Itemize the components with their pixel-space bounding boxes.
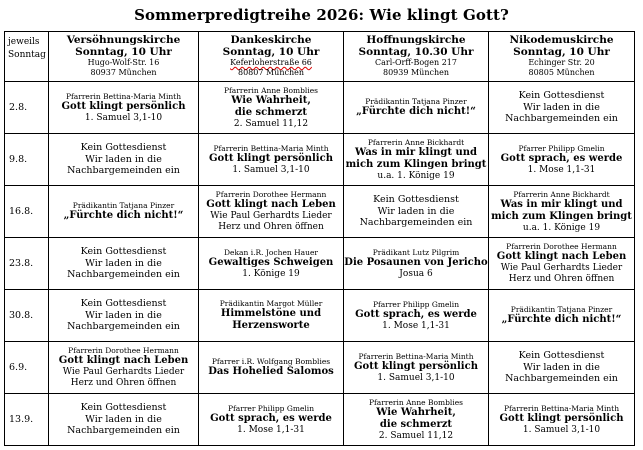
speaker-name: Pfarrer Philipp Gmelin: [518, 143, 605, 153]
service-cell: [489, 134, 635, 186]
speaker-name: Pfarrer Philipp Gmelin: [227, 403, 315, 413]
date-cell: 9.8.: [5, 134, 49, 186]
sermon-reference: 1. Samuel 3,1-10: [522, 424, 601, 435]
table-row: [5, 82, 635, 134]
speaker-name: Pfarrerin Anne Bomblies: [223, 85, 319, 95]
service-cell: [49, 186, 199, 238]
sermon-title: Gott klingt persönlich: [209, 152, 333, 164]
sermon-reference: 1. Samuel 3,1-10: [377, 372, 455, 383]
church-city: 80939 München: [382, 68, 449, 77]
table-row: [5, 342, 635, 394]
service-content: [199, 299, 343, 332]
speaker-name: Prädikantin Margot Müller: [219, 299, 323, 308]
church-street: Echinger Str. 20: [528, 58, 595, 67]
sermon-reference: u.a. 1. Könige 19: [522, 222, 601, 233]
page-title: Sommerpredigtreihe 2026: Wie klingt Gott?: [134, 6, 509, 24]
service-cell: [49, 82, 199, 134]
service-content: [489, 350, 634, 385]
church-street-text: Keferloherstraße 66: [230, 58, 312, 67]
sermon-reference: Herz und Ohren öffnen: [218, 222, 324, 232]
table-row: [5, 186, 635, 238]
table-row: [5, 134, 635, 186]
sermon-reference: Wie Paul Gerhardts Lieder: [210, 211, 332, 221]
service-content: [489, 305, 634, 326]
sermon-reference: u.a. 1. Könige 19: [377, 170, 455, 181]
service-content: [49, 92, 198, 124]
church-street: Carl-Orff-Bogen 217: [375, 58, 457, 67]
sermon-title: Gott sprach, es werde: [210, 412, 332, 424]
service-content: [344, 300, 488, 332]
church-time: Sonntag, 10.30 Uhr: [358, 46, 474, 58]
speaker-name: Pfarrerin Dorothee Hermann: [506, 242, 617, 251]
church-city: 80807 München: [237, 68, 304, 77]
service-cell: [199, 394, 344, 446]
corner-line: Sonntag: [8, 50, 46, 60]
no-service-text: Nachbargemeinden ein: [67, 321, 180, 333]
date-cell: 2.8.: [5, 82, 49, 134]
service-cell: [489, 290, 635, 342]
service-content: [49, 201, 198, 222]
no-service-text: Wir laden in die: [85, 413, 162, 425]
speaker-name: Prädikantin Tatjana Pinzer: [510, 305, 613, 314]
service-content: [344, 352, 488, 384]
service-content: [344, 194, 488, 229]
sermon-reference: 1. Samuel 3,1-10: [232, 164, 310, 175]
no-service-text: Nachbargemeinden ein: [67, 425, 180, 437]
service-cell: [49, 394, 199, 446]
service-content: [49, 246, 198, 281]
church-time: Sonntag, 10 Uhr: [222, 46, 320, 58]
sermon-reference: 1. Mose 1,1-31: [382, 320, 450, 331]
church-header: [489, 32, 635, 82]
speaker-name: Pfarrerin Anne Bickhardt: [513, 189, 610, 199]
no-service-text: Kein Gottesdienst: [80, 142, 167, 154]
sermon-reference: 1. Könige 19: [242, 268, 300, 279]
speaker-name: Pfarrerin Bettina-Maria Minth: [213, 143, 329, 153]
service-content: [199, 248, 343, 280]
service-cell: [199, 134, 344, 186]
service-content: [199, 144, 343, 176]
speaker-name: Dekan i.R. Jochen Hauer: [224, 247, 318, 257]
no-service-text: Nachbargemeinden ein: [359, 217, 473, 229]
service-content: [49, 346, 198, 389]
service-cell: [49, 342, 199, 394]
church-street: [199, 58, 343, 68]
service-content: [344, 97, 488, 118]
service-cell: [199, 342, 344, 394]
sermon-title: mich zum Klingen bringt: [345, 158, 487, 170]
sermon-title: Gott klingt persönlich: [354, 360, 478, 372]
sermon-title: „Fürchte dich nicht!“: [63, 210, 184, 221]
sermon-reference: 2. Samuel 11,12: [378, 430, 454, 441]
table-row: [5, 290, 635, 342]
no-service-text: Nachbargemeinden ein: [67, 165, 180, 177]
no-service-text: Wir laden in die: [85, 309, 162, 321]
sermon-title: Gott klingt nach Leben: [58, 355, 189, 366]
service-content: [344, 398, 488, 442]
no-service-text: Wir laden in die: [85, 257, 162, 269]
church-header: [344, 32, 489, 82]
church-street: Hugo-Wolf-Str. 16: [87, 58, 160, 67]
sermon-reference: Josua 6: [399, 268, 433, 279]
table-row: [5, 394, 635, 446]
date-cell: 6.9.: [5, 342, 49, 394]
sermon-title: Was in mir klingt und: [500, 198, 623, 210]
sermon-title: Wie Wahrheit,: [231, 94, 311, 106]
date-cell: 30.8.: [5, 290, 49, 342]
sermon-title: Gewaltiges Schweigen: [208, 256, 334, 268]
service-content: [199, 357, 343, 378]
corner-line: jeweils: [8, 37, 40, 47]
speaker-name: Prädikant Lutz Pilgrim: [372, 247, 460, 257]
service-content: [344, 248, 488, 280]
service-content: [344, 138, 488, 182]
sermon-reference: Herz und Ohren öffnen: [508, 274, 615, 284]
no-service-text: Nachbargemeinden ein: [505, 373, 618, 385]
church-city: 80805 München: [528, 68, 595, 77]
service-cell: [49, 134, 199, 186]
service-cell: [199, 186, 344, 238]
speaker-name: Prädikantin Tatjana Pinzer: [72, 201, 175, 210]
service-cell: [344, 238, 489, 290]
service-cell: [489, 238, 635, 290]
sermon-title: die schmerzt: [234, 106, 308, 118]
sermon-reference: Herz und Ohren öffnen: [70, 378, 177, 388]
service-content: [489, 190, 634, 234]
no-service-text: Kein Gottesdienst: [80, 246, 167, 258]
sermon-title: Gott klingt persönlich: [61, 100, 186, 112]
church-time: Sonntag, 10 Uhr: [513, 46, 610, 58]
service-cell: [489, 186, 635, 238]
sermon-title: Herzensworte: [232, 320, 310, 331]
sermon-title: Wie Wahrheit,: [376, 406, 456, 418]
service-content: [49, 402, 198, 437]
sermon-title: Gott sprach, es werde: [355, 308, 477, 320]
no-service-text: Nachbargemeinden ein: [505, 113, 618, 125]
no-service-text: Wir laden in die: [377, 205, 455, 217]
speaker-name: Pfarrerin Bettina-Maria Minth: [358, 351, 474, 361]
no-service-text: Wir laden in die: [523, 361, 600, 373]
schedule-body: [5, 82, 635, 446]
sermon-title: Was in mir klingt und: [354, 146, 478, 158]
sermon-title: Gott klingt nach Leben: [496, 251, 627, 262]
date-cell: 13.9.: [5, 394, 49, 446]
service-cell: [199, 290, 344, 342]
sermon-title: die schmerzt: [379, 418, 453, 430]
no-service-text: Kein Gottesdienst: [80, 402, 167, 414]
schedule-table: [4, 31, 635, 446]
speaker-name: Pfarrerin Dorothee Hermann: [68, 346, 179, 355]
speaker-name: Pfarrer Philipp Gmelin: [372, 299, 460, 309]
service-content: [489, 404, 634, 436]
speaker-name: Pfarrerin Bettina-Maria Minth: [503, 403, 620, 413]
sermon-reference: 1. Samuel 3,1-10: [84, 112, 163, 123]
service-cell: [344, 82, 489, 134]
church-name: Nikodemuskirche: [509, 34, 614, 46]
service-cell: [199, 238, 344, 290]
no-service-text: Kein Gottesdienst: [518, 350, 605, 362]
service-cell: [199, 82, 344, 134]
speaker-name: Pfarrerin Anne Bickhardt: [367, 137, 465, 147]
speaker-name: Prädikantin Tatjana Pinzer: [365, 97, 467, 106]
service-content: [199, 86, 343, 130]
sermon-title: mich zum Klingen bringt: [491, 210, 632, 222]
sermon-reference: 1. Mose 1,1-31: [237, 424, 305, 435]
speaker-name: Pfarrerin Anne Bomblies: [368, 397, 464, 407]
sermon-title: „Fürchte dich nicht!“: [356, 106, 476, 117]
service-content: [489, 242, 634, 285]
church-name: Hoffnungskirche: [366, 34, 466, 46]
service-cell: [49, 290, 199, 342]
service-cell: [344, 290, 489, 342]
sermon-title: „Fürchte dich nicht!“: [501, 314, 622, 325]
header-corner: [5, 32, 49, 82]
church-header: [49, 32, 199, 82]
service-cell: [344, 394, 489, 446]
table-row: [5, 238, 635, 290]
service-content: [489, 144, 634, 176]
speaker-name: Pfarrer i.R. Wolfgang Bomblies: [211, 357, 331, 366]
date-cell: 16.8.: [5, 186, 49, 238]
sermon-title: Gott klingt persönlich: [499, 412, 624, 424]
sermon-title: Die Posaunen von Jericho: [344, 256, 488, 268]
service-content: [49, 142, 198, 177]
service-cell: [344, 134, 489, 186]
sermon-reference: 2. Samuel 11,12: [233, 118, 309, 129]
sermon-title: Gott sprach, es werde: [500, 152, 623, 164]
service-content: [199, 190, 343, 233]
service-content: [199, 404, 343, 436]
no-service-text: Kein Gottesdienst: [80, 298, 167, 310]
sermon-title: Himmelstöne und: [220, 308, 322, 319]
speaker-name: Pfarrerin Bettina-Maria Minth: [65, 91, 182, 101]
church-time: Sonntag, 10 Uhr: [75, 46, 172, 58]
sermon-reference: 1. Mose 1,1-31: [527, 164, 596, 175]
header-row: [5, 32, 635, 82]
no-service-text: Kein Gottesdienst: [518, 90, 605, 102]
date-cell: 23.8.: [5, 238, 49, 290]
service-cell: [489, 82, 635, 134]
service-content: [489, 90, 634, 125]
church-city: 80937 München: [90, 68, 157, 77]
sermon-title: Gott klingt nach Leben: [206, 199, 336, 210]
service-cell: [489, 342, 635, 394]
service-cell: [49, 238, 199, 290]
sermon-reference: Wie Paul Gerhardts Lieder: [62, 367, 185, 377]
church-header: [199, 32, 344, 82]
service-cell: [344, 186, 489, 238]
sermon-reference: Wie Paul Gerhardts Lieder: [500, 263, 623, 273]
church-name: Dankeskirche: [230, 34, 312, 46]
church-name: Versöhnungskirche: [66, 34, 181, 46]
service-cell: [489, 394, 635, 446]
no-service-text: Wir laden in die: [85, 153, 162, 165]
service-cell: [344, 342, 489, 394]
no-service-text: Kein Gottesdienst: [373, 194, 459, 206]
no-service-text: Nachbargemeinden ein: [67, 269, 180, 281]
no-service-text: Wir laden in die: [523, 101, 600, 113]
sermon-title: Das Hohelied Salomos: [208, 366, 334, 377]
speaker-name: Pfarrerin Dorothee Hermann: [215, 190, 327, 199]
service-content: [49, 298, 198, 333]
